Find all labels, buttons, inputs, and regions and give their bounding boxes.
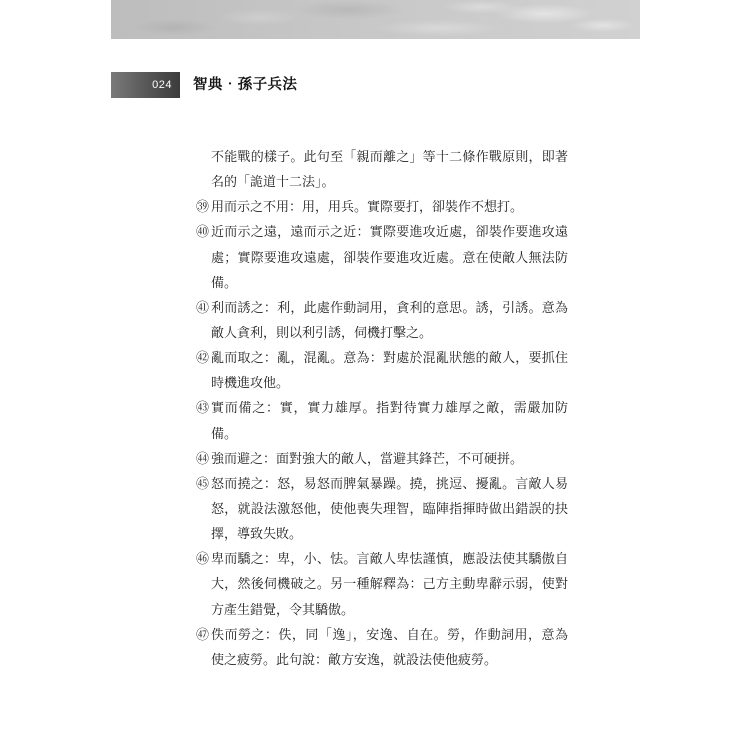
text-line: 不能戰的樣子。此句至「親而離之」等十二條作戰原則，即著 [211,150,568,165]
note-number: ㊵ [196,225,210,241]
note-number: ㊶ [196,300,210,316]
text-line: 使之疲勞。此句說：敵方安逸，就設法使他疲勞。 [211,652,498,668]
page-number-tab [111,72,180,98]
note-paragraph [196,396,568,446]
note-paragraph [196,195,568,220]
text-line: 敵人貪利，則以利引誘，伺機打擊之。 [211,325,433,341]
text-line: 名的「詭道十二法」。 [211,175,335,191]
text-line: 用而示之不用：用，用兵。實際要打，卻裝作不想打。 [211,200,524,216]
continued-paragraph [196,145,568,195]
text-line: 時機進攻他。 [211,376,290,392]
text-line: 處；實際要進攻遠處，卻裝作要進攻近處。意在使敵人無法防 [211,250,568,266]
text-line: 方產生錯覺，令其驕傲。 [211,602,355,618]
header-texture-band [111,0,640,39]
text-line: 利而誘之：利，此處作動詞用，貪利的意思。誘，引誘。意為 [211,300,568,316]
note-number: ㊺ [196,476,210,492]
note-paragraph [196,447,568,472]
text-line: 亂而取之：亂，混亂。意為：對處於混亂狀態的敵人，要抓住 [211,351,568,367]
body-text [196,145,568,673]
note-paragraph [196,472,568,547]
note-number: ㊸ [196,401,210,417]
text-line: 備。 [211,426,238,442]
note-number: ㊹ [196,451,210,467]
running-title: 智典‧孫子兵法 [193,76,298,93]
page-number: 024 [152,79,172,91]
text-line: 實而備之：實，實力雄厚。指對待實力雄厚之敵，需嚴加防 [211,401,568,417]
text-line: 大，然後伺機破之。另一種解釋為：己方主動卑辭示弱，使對 [211,577,568,593]
text-line: 怒，就設法激怒他，使他喪失理智，臨陣指揮時做出錯誤的抉 [211,501,568,517]
note-paragraph [196,346,568,396]
note-number: ㊻ [196,552,210,568]
text-line: 備。 [211,275,238,291]
text-line: 怒而撓之：怒，易怒而脾氣暴躁。撓，挑逗、擾亂。言敵人易 [211,476,568,492]
note-number: ㊼ [196,627,210,643]
text-line: 擇，導致失敗。 [211,527,303,543]
note-paragraph [196,623,568,673]
note-paragraph [196,220,568,295]
note-number: ㊷ [196,351,210,367]
text-line: 佚而勞之：佚，同「逸」，安逸、自在。勞，作動詞用，意為 [211,627,568,643]
note-paragraph [196,547,568,622]
note-number: ㊴ [196,200,210,216]
note-paragraph [196,296,568,346]
text-line: 卑而驕之：卑，小、怯。言敵人卑怯謹慎，應設法使其驕傲自 [211,552,568,568]
text-line: 強而避之：面對強大的敵人，當避其鋒芒，不可硬拼。 [211,451,524,467]
text-line: 近而示之遠，遠而示之近：實際要進攻近處，卻裝作要進攻遠 [211,225,568,241]
